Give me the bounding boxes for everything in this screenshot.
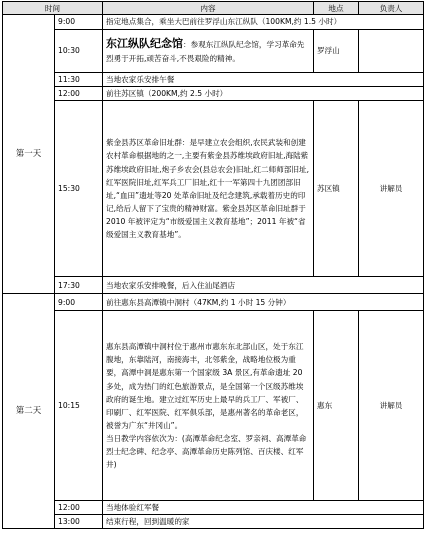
table-row [3, 277, 424, 294]
content-text-2: 当日教学内容依次为：(高潭革命纪念室、罗亲祠、高潭革命烈士纪念碑、纪念亭、高潭革命历史陈列馆、百庆楼、红军井) [106, 433, 307, 470]
itinerary-table [2, 1, 424, 529]
table-row [3, 294, 424, 311]
content-cell: 当地农家乐安排午餐 [103, 73, 424, 87]
header-time: 时间 [3, 2, 103, 15]
day-label: 第二天 [3, 294, 55, 529]
header-location: 地点 [314, 2, 359, 15]
person-cell: 讲解员 [359, 101, 424, 277]
content-cell: 结束行程，回到温暖的家 [103, 515, 424, 529]
header-content: 内容 [103, 2, 314, 15]
time-cell: 15:30 [55, 101, 103, 277]
person-cell [359, 30, 424, 73]
location-cell: 惠东 [314, 311, 359, 501]
table-row [3, 311, 424, 501]
content-cell [103, 311, 314, 501]
content-text: ：参观东江纵队纪念馆，学习革命先烈勇于开拓,顽苦奋斗,不畏艰险的精神。 [106, 40, 305, 63]
table-row [3, 101, 424, 277]
header-person: 负责人 [359, 2, 424, 15]
time-cell: 12:00 [55, 87, 103, 101]
time-cell: 10:15 [55, 311, 103, 501]
content-cell [103, 30, 314, 73]
time-cell: 9:00 [55, 294, 103, 311]
table-row [3, 73, 424, 87]
table-row [3, 30, 424, 73]
content-cell: 紫金县苏区革命旧址群：是早建立农会组织,农民武装和创建农村革命根据地的之一,主要有紫金县苏维埃政府旧址,海陆紫苏维埃政府旧址,炮子乡农会(县总农会)旧址,红二师师部旧址,红军医院旧址,红军兵工厂旧址,红十一军第四十九团团部旧址,“血田”遗址等20 处革命旧址及纪念建筑,承载着历史的印记,给后人留下了宝贵的精神财富。紫金县苏区革命旧址群于 2010 年被评定为“市级爱国主义教育基地”；2011 年被“省级爱国主义教育基地”。 [103, 101, 314, 277]
table-row [3, 501, 424, 515]
content-cell: 指定地点集合，乘坐大巴前往罗浮山东江纵队（100KM,约 1.5 小时） [103, 15, 424, 30]
table-row [3, 15, 424, 30]
day-label: 第一天 [3, 15, 55, 294]
time-cell: 17:30 [55, 277, 103, 294]
content-text: 惠东县高潭镇中洞村位于惠州市惠东东北部山区，处于东江腹地，东靠陆河，南接海丰，北邻紫金，战略地位极为重要，高潭中洞是惠东第一个国家级 3A 景区,有革命遗址 20 多处，成为热门的红色旅游景点，是全国第一个区级苏维埃政府的诞生地。建立过红军历史上最早的兵工厂、军被厂、印刷厂、红军医院、红军俱乐部，是惠州著名的革命老区，被誉为广东“井冈山”。 [106, 342, 304, 430]
person-cell: 讲解员 [359, 311, 424, 501]
content-cell: 当地体验红军餐 [103, 501, 424, 515]
content-cell: 前往苏区镇（200KM,约 2.5 小时） [103, 87, 424, 101]
time-cell: 9:00 [55, 15, 103, 30]
time-cell: 11:30 [55, 73, 103, 87]
content-cell: 当地农家乐安排晚餐，后入住汕尾酒店 [103, 277, 424, 294]
content-heading: 东江纵队纪念馆 [106, 37, 183, 51]
table-row [3, 515, 424, 529]
location-cell: 罗浮山 [314, 30, 359, 73]
header-row [3, 2, 424, 15]
time-cell: 12:00 [55, 501, 103, 515]
time-cell: 10:30 [55, 30, 103, 73]
location-cell: 苏区镇 [314, 101, 359, 277]
time-cell: 13:00 [55, 515, 103, 529]
content-cell: 前往惠东县高潭镇中洞村（47KM,约 1 小时 15 分钟） [103, 294, 424, 311]
table-row [3, 87, 424, 101]
